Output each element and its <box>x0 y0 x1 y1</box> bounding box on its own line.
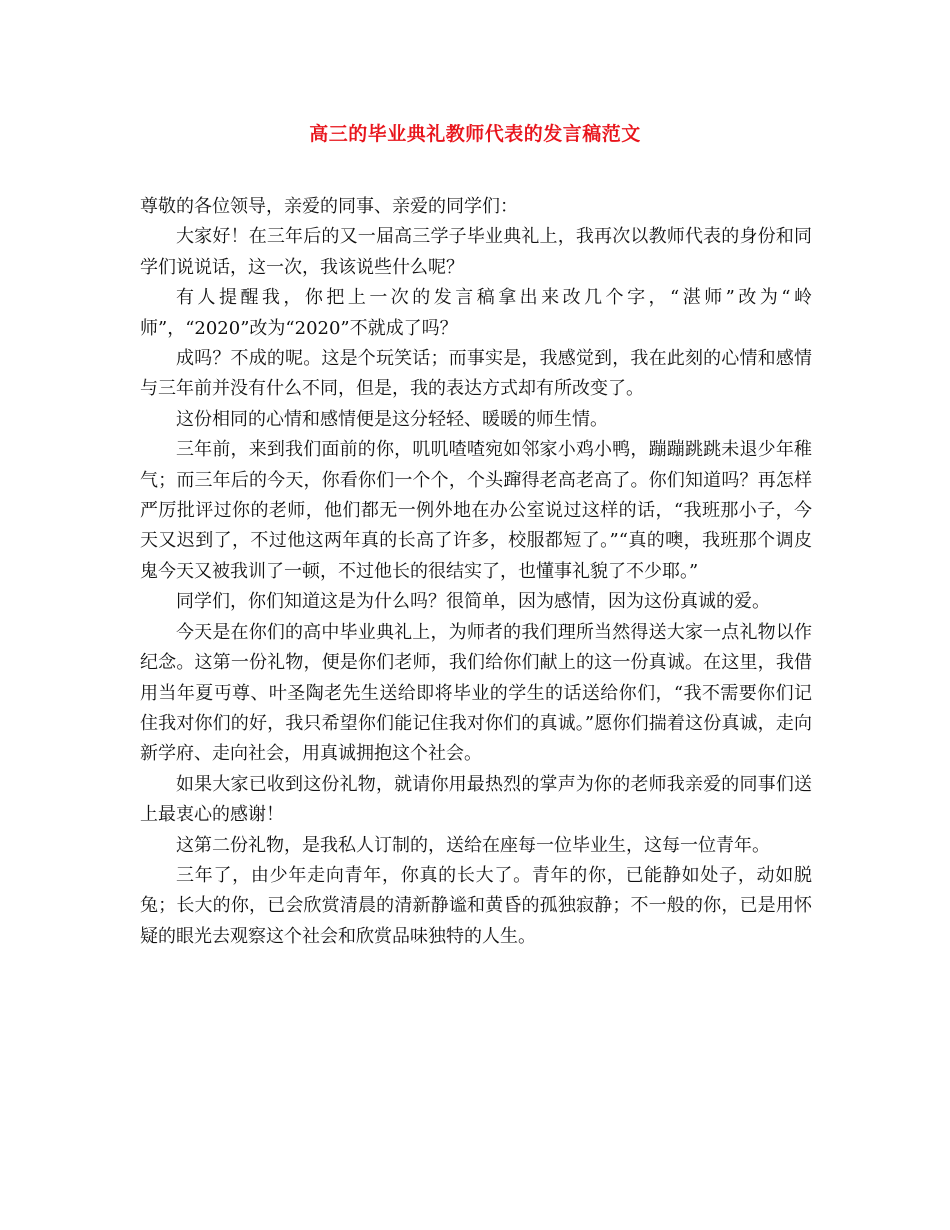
body-paragraph: 大家好！在三年后的又一届高三学子毕业典礼上，我再次以教师代表的身份和同学们说说话，这一次，我该说些什么呢？ <box>140 226 812 278</box>
body-paragraph: 这第二份礼物，是我私人订制的，送给在座每一位毕业生，这每一位青年。 <box>176 834 770 856</box>
body-paragraph: 有人提醒我，你把上一次的发言稿拿出来改几个字，“湛师”改为“岭师”，“2020”改为“2020”不就成了吗？ <box>140 287 812 339</box>
body-paragraph: 成吗？不成的呢。这是个玩笑话；而事实是，我感觉到，我在此刻的心情和感情与三年前并没有什么不同，但是，我的表达方式却有所改变了。 <box>140 348 812 400</box>
body-paragraph: 这份相同的心情和感情便是这分轻轻、暖暖的师生情。 <box>176 408 608 430</box>
body-paragraph: 如果大家已收到这份礼物，就请你用最热烈的掌声为你的老师我亲爱的同事们送上最衷心的感谢！ <box>140 773 812 826</box>
body-paragraph: 今天是在你们的高中毕业典礼上，为师者的我们理所当然得送大家一点礼物以作纪念。这第一份礼物，便是你们老师，我们给你们献上的这一份真诚。在这里，我借用当年夏丏尊、叶圣陶老先生送给即将毕业的学生的话送给你们，“我不需要你们记住我对你们的好，我只希望你们能记住我对你们的真诚。”愿你们揣着这份真诚，走向新学府、走向社会，用真诚拥抱这个社会。 <box>140 621 812 765</box>
body-paragraph: 同学们，你们知道这是为什么吗？很简单，因为感情，因为这份真诚的爱。 <box>176 591 770 613</box>
document-title: 高三的毕业典礼教师代表的发言稿范文 <box>309 123 641 145</box>
body-paragraph: 三年了，由少年走向青年，你真的长大了。青年的你，已能静如处子，动如脱兔；长大的你，已会欣赏清晨的清新静谧和黄昏的孤独寂静；不一般的你，已是用怀疑的眼光去观察这个社会和欣赏品味独特的人生。 <box>140 864 812 947</box>
body-paragraph: 三年前，来到我们面前的你，叽叽喳喳宛如邻家小鸡小鸭，蹦蹦跳跳未退少年稚气；而三年后的今天，你看你们一个个，个头蹿得老高老高了。你们知道吗？再怎样严厉批评过你的老师，他们都无一例外地在办公室说过这样的话，“我班那小子，今天又迟到了，不过他这两年真的长高了许多，校服都短了。”“真的噢，我班那个调皮鬼今天又被我训了一顿，不过他长的很结实了，也懂事礼貌了不少耶。” <box>140 439 812 582</box>
document-body <box>140 192 812 952</box>
salutation-paragraph: 尊敬的各位领导，亲爱的同事、亲爱的同学们： <box>140 196 518 217</box>
